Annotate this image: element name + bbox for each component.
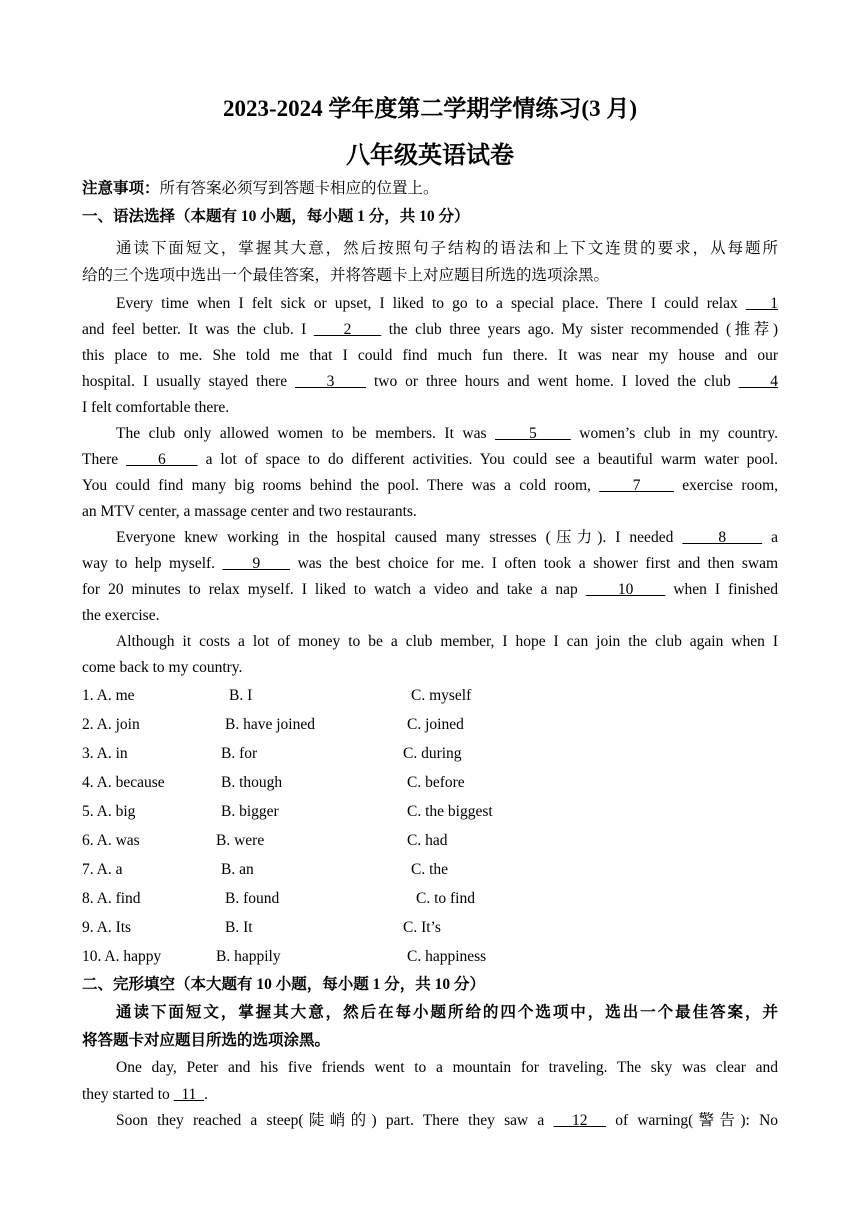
blank-4: 4 [738,373,779,390]
passage-line [82,320,778,340]
blank-1: 1 [745,295,779,312]
option-c: C. the biggest [407,803,493,820]
passage-text: . [204,1086,208,1103]
exam-subtitle: 八年级英语试卷 [346,143,514,169]
section2-heading: 二、完形填空（本大题有 10 小题，每小题 1 分，共 10 分） [82,976,486,993]
passage-line: Although it costs a lot of money to be a club member, I hope I can join the club again when I [116,633,778,650]
passage-line [82,1085,778,1105]
blank-5: 5 [495,425,571,442]
option-b: B. were [216,832,265,849]
section1-instruction-line: 给的三个选项中选出一个最佳答案，并将答题卡上对应题目所选的选项涂黑。 [82,267,610,284]
passage-line: an MTV center, a massage center and two restaurants. [82,503,417,520]
notice-label: 注意事项： [82,180,160,197]
option-b: B. an [221,861,254,878]
option-a: 8. A. find [82,890,141,907]
section1-heading: 一、语法选择（本题有 10 小题，每小题 1 分，共 10 分） [82,208,470,225]
blank-2: 2 [313,321,382,338]
option-c: C. It’s [403,919,441,936]
passage-line [82,580,778,600]
passage-line: come back to my country. [82,659,243,676]
option-b: B. I [229,687,253,704]
option-b: B. for [221,745,258,762]
blank-6: 6 [126,451,198,468]
option-c: C. happiness [407,948,487,965]
passage-text: a lot of space to do different activities. You could see a beautiful warm water pool. [205,451,778,468]
passage-line [82,372,778,392]
notice [82,179,778,199]
passage-text: was the best choice for me. I often took a shower first and then swam [297,555,779,572]
option-b: B. bigger [221,803,279,820]
passage-line [116,1111,778,1131]
passage-line [82,476,778,496]
passage-text: they started to [82,1086,170,1103]
option-a: 10. A. happy [82,948,162,965]
option-c: C. myself [411,687,472,704]
section2-instruction-line: 将答题卡对应题目所选的选项涂黑。 [82,1032,331,1049]
section1-instruction-line: 通读下面短文，掌握其大意，然后按照句子结构的语法和上下文连贯的要求，从每题所 [116,240,778,257]
passage-text: You could find many big rooms behind the pool. There was a cold room, [82,477,591,494]
passage-text: way to help myself. [82,555,216,572]
option-a: 7. A. a [82,861,123,878]
passage-text: when I finished [673,581,779,598]
option-a: 1. A. me [82,687,135,704]
passage-text: exercise room, [682,477,779,494]
blank-7: 7 [599,477,674,494]
passage-text: hospital. I usually stayed there [82,373,288,390]
option-a: 9. A. Its [82,919,132,936]
passage-text: and feel better. It was the club. I [82,321,307,338]
blank-3: 3 [295,373,367,390]
passage-text: Every time when I felt sick or upset, I liked to go to a special place. There I could relax [116,295,738,312]
passage-text: of warning(警告): No [615,1112,779,1129]
option-a: 4. A. because [82,774,165,791]
option-c: C. before [407,774,465,791]
passage-text: There [82,451,119,468]
passage-line [116,294,778,314]
option-a: 5. A. big [82,803,136,820]
passage-line: I felt comfortable there. [82,399,230,416]
option-b: B. found [225,890,280,907]
passage-text: for 20 minutes to relax myself. I liked to watch a video and take a nap [82,581,578,598]
option-a: 3. A. in [82,745,128,762]
option-c: C. joined [407,716,464,733]
blank-11: 11 [173,1086,205,1103]
blank-9: 9 [222,555,291,572]
passage-text: The club only allowed women to be members. It was [116,425,487,442]
passage-text: two or three hours and went home. I loved the club [374,373,731,390]
passage-text: the club three years ago. My sister recommended (推荐) [388,321,779,338]
option-c: C. had [407,832,448,849]
passage-text: Soon they reached a steep(陡峭的) part. There they saw a [116,1112,545,1129]
option-b: B. have joined [225,716,315,733]
option-b: B. though [221,774,283,791]
option-b: B. happily [216,948,281,965]
passage-line [82,450,778,470]
option-a: 6. A. was [82,832,140,849]
passage-line [82,554,778,574]
section2-instruction-line: 通读下面短文，掌握其大意，然后在每小题所给的四个选项中，选出一个最佳答案，并 [116,1004,778,1021]
option-c: C. during [403,745,462,762]
passage-line: this place to me. She told me that I could find much fun there. It was near my house and our [82,347,778,364]
blank-12: 12 [553,1112,606,1129]
blank-8: 8 [682,529,763,546]
blank-10: 10 [585,581,666,598]
option-b: B. It [225,919,253,936]
passage-line: One day, Peter and his five friends went to a mountain for traveling. The sky was clear and [116,1059,778,1076]
option-c: C. to find [416,890,475,907]
passage-line [116,528,778,548]
option-a: 2. A. join [82,716,140,733]
passage-text: Everyone knew working in the hospital caused many stresses (压力). I needed [116,529,674,546]
notice-text: 所有答案必须写到答题卡相应的位置上。 [159,180,439,197]
passage-text: women’s club in my country. [579,425,779,442]
passage-line [116,424,778,444]
passage-text: a [771,529,779,546]
option-c: C. the [411,861,449,878]
passage-line: the exercise. [82,607,160,624]
exam-title: 2023-2024 学年度第二学期学情练习(3 月) [223,96,637,121]
